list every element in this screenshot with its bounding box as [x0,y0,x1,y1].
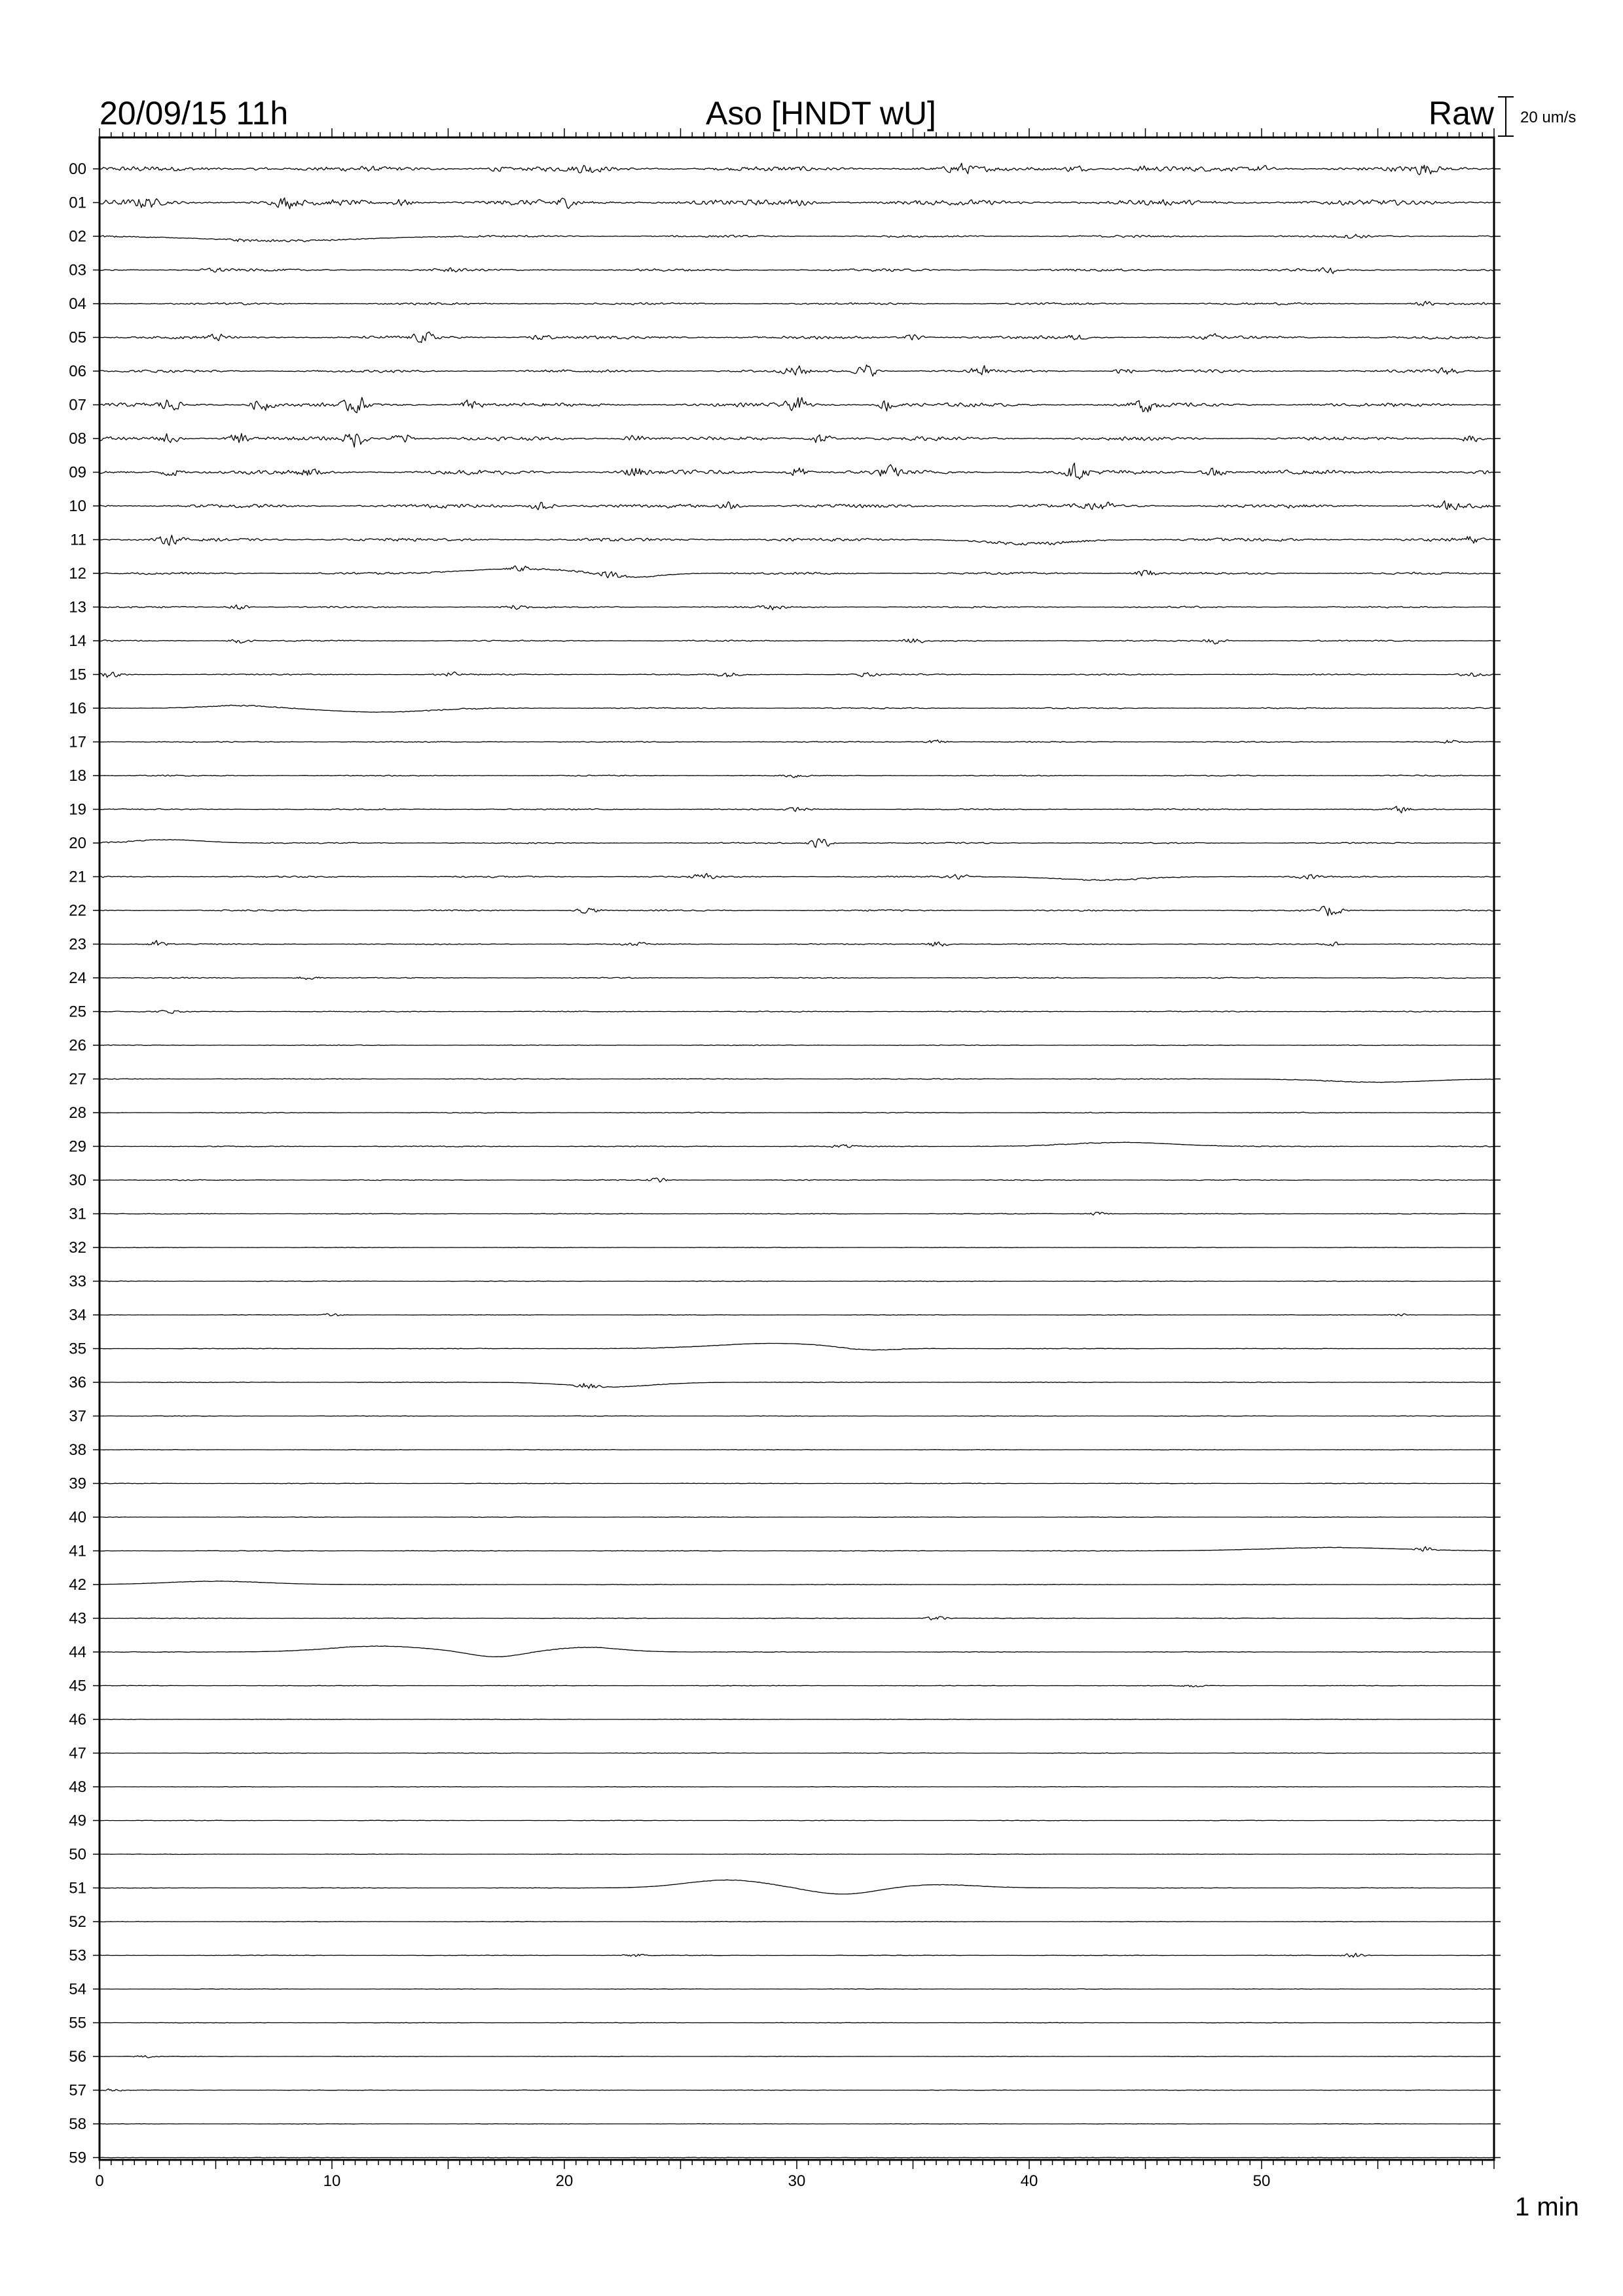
row-label: 47 [69,1744,86,1763]
row-label: 23 [69,935,86,954]
row-label: 50 [69,1846,86,1863]
trace-row-55 [100,2022,1494,2023]
trace-row-49 [100,1820,1494,1821]
row-label: 14 [69,632,86,650]
row-label: 00 [69,160,86,178]
row-label: 26 [69,1037,86,1054]
row-label: 42 [69,1576,86,1594]
row-label: 21 [69,868,86,886]
row-label: 45 [69,1677,86,1695]
row-label: 16 [69,700,86,717]
row-label: 46 [69,1711,86,1729]
row-label: 10 [69,497,86,515]
row-label: 59 [69,2149,86,2167]
trace-row-50 [100,1854,1494,1855]
row-label: 29 [69,1138,86,1156]
row-label: 07 [69,396,86,414]
row-label: 37 [69,1407,86,1426]
row-label: 27 [69,1070,86,1088]
row-label: 39 [69,1475,86,1493]
row-label: 35 [69,1340,86,1358]
row-label: 05 [69,329,86,347]
trace-row-54 [100,1989,1494,1990]
row-label: 56 [69,2048,86,2066]
x-axis-unit-label: 1 min [1515,2193,1579,2221]
row-label: 58 [69,2115,86,2133]
row-label: 18 [69,767,86,785]
trace-row-46 [100,1719,1494,1720]
x-tick-label: 30 [788,2172,806,2190]
scale-bar-label: 20 um/s [1520,109,1577,126]
row-label: 34 [69,1306,86,1324]
row-label: 22 [69,902,86,920]
row-label: 32 [69,1239,86,1257]
row-label: 30 [69,1172,86,1189]
row-label: 54 [69,1981,86,1998]
row-label: 13 [69,598,86,617]
x-tick-label: 40 [1020,2172,1038,2190]
row-label: 36 [69,1374,86,1391]
row-label: 43 [69,1609,86,1628]
trace-row-40 [100,1517,1494,1518]
row-label: 11 [70,531,86,549]
row-label: 02 [69,228,86,245]
row-label: 09 [69,463,86,482]
chart-mode-label: Raw [1428,95,1494,132]
row-label: 48 [69,1778,86,1796]
row-label: 06 [69,363,86,380]
row-label: 04 [69,295,86,313]
x-tick-label: 0 [95,2172,104,2190]
row-label: 25 [69,1003,86,1021]
trace-row-32 [100,1247,1494,1248]
row-label: 01 [69,194,86,212]
chart-title: Aso [HNDT wU] [706,95,936,132]
x-tick-label: 50 [1252,2172,1271,2190]
row-label: 33 [69,1272,86,1291]
x-tick-label: 10 [323,2172,341,2190]
row-label: 15 [69,666,86,684]
row-label: 44 [69,1643,86,1661]
trace-row-39 [100,1483,1494,1484]
row-label: 52 [69,1913,86,1931]
row-label: 08 [69,430,86,448]
row-label: 19 [69,800,86,819]
row-label: 51 [69,1879,86,1897]
row-label: 03 [69,261,86,279]
row-label: 31 [69,1205,86,1223]
row-label: 53 [69,1946,86,1965]
row-label: 20 [69,834,86,852]
row-label: 28 [69,1104,86,1122]
row-label: 38 [69,1441,86,1459]
row-label: 40 [69,1509,86,1526]
trace-row-58 [100,2124,1494,2125]
trace-row-33 [100,1281,1494,1282]
row-label: 17 [69,733,86,751]
row-label: 41 [69,1542,86,1560]
row-label: 24 [69,969,86,987]
chart-datetime: 20/09/15 11h [100,95,289,132]
row-label: 12 [69,565,86,583]
trace-row-59 [100,2157,1494,2158]
x-tick-label: 20 [555,2172,574,2190]
row-label: 57 [69,2081,86,2100]
row-label: 55 [69,2014,86,2032]
row-label: 49 [69,1812,86,1830]
